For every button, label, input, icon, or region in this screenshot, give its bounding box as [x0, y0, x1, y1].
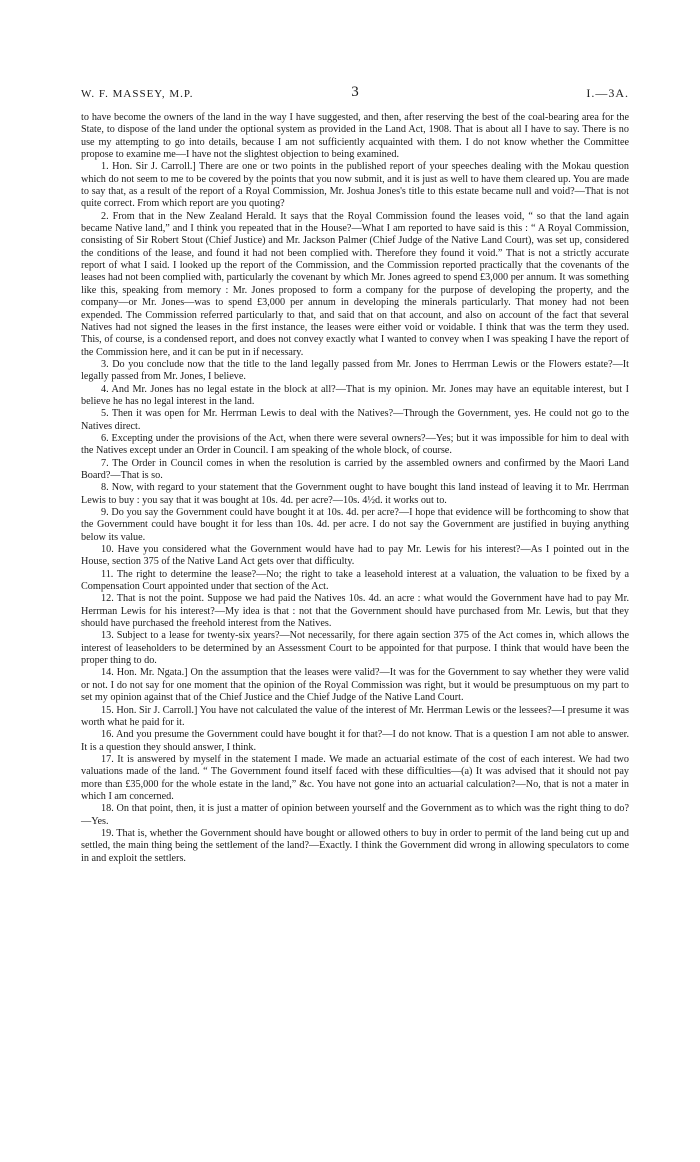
question-11: 11. The right to determine the lease?—No; the right to take a leasehold interest at a valuation, the valuation to be fixed by a Compensation Court appointed under that section of the Act. [81, 568, 629, 593]
document-body [81, 112, 629, 865]
question-7: 7. The Order in Council comes in when the resolution is carried by the assembled owners and confirmed by the Maori Land Board?—That is so. [81, 457, 629, 481]
question-3: 3. Do you conclude now that the title to the land legally passed from Mr. Jones to Herrman Lewis or the Flowers estate?—It legally passed from Mr. Jones, I believe. [81, 358, 629, 383]
question-14: 14. Hon. Mr. Ngata.] On the assumption that the leases were valid?—It was for the Government to say whether they were valid or not. I do not say for one moment that the opinion of the Royal Commission was right, but it would be presumptuous on my part to set my opinion against that of the Chief Justice and the Chief Judge of the Native Land Court. [81, 667, 629, 704]
question-2: 2. From that in the New Zealand Herald. It says that the Royal Commission found the leases void, “ so that the land again became Native land,” and I think you repeated that in the House?—What I am reported to have said is this : “ A Royal Commission, consisting of Sir Robert Stout (Chief Justice) and Mr. Jackson Palmer (Chief Judge of the Native Land Court), was set up, considered the conditions of the lease, and found it had not been complied with. Therefore they found it void.” That is not a strictly accurate report of what I said. I looked up the report of the Commission, and the Commission reported practically that the covenants of the leases had not been complied with, particularly the covenant by which Mr. Jones agreed to spend £3,000 per annum. It was something like this, speaking from memory : Mr. Jones proposed to form a company for the purpose of developing the property, and the company—or Mr. Jones—was to spend £3,000 per annum in developing the minerals particularly. That money had not been expended. The Commission referred particularly to that, and said that on that account, and also on account of the fact that several Natives had not signed the leases in the first instance, the leases were either void or voidable. I think that was the term they used. This, of course, is a condensed report, and does not convey exactly what I wanted to convey when I was speaking I have the report of the Commission here, and it can be put in if necessary. [81, 210, 629, 358]
question-10: 10. Have you considered what the Government would have had to pay Mr. Lewis for his interest?—As I pointed out in the House, section 375 of the Native Land Act gets over that difficulty. [81, 544, 629, 568]
page-number: 3 [351, 84, 359, 100]
question-12: 12. That is not the point. Suppose we had paid the Natives 10s. 4d. an acre : what would the Government have had to pay Mr. Herrman Lewis for his interest?—My idea is that : not that the Government should have purchased from Mr. Lewis, but that they should have purchased the freehold interest from the Natives. [81, 593, 629, 630]
question-15: 15. Hon. Sir J. Carroll.] You have not calculated the value of the interest of Mr. Herrman Lewis or the lessees?—I presume it was worth what he paid for it. [81, 704, 629, 728]
question-17: 17. It is answered by myself in the statement I made. We made an actuarial estimate of the cost of each interest. We had two valuations made of the land. “ The Government found itself faced with these difficulties—(a) It was advised that it should not pay more than £35,000 for the whole estate in the land,” &c. You have not gone into an actuarial calculation?—No, that is not a mater in which I am concerned. [81, 753, 629, 802]
question-4: 4. And Mr. Jones has no legal estate in the block at all?—That is my opinion. Mr. Jones may have an equitable interest, but I believe he has no legal interest in the land. [81, 383, 629, 407]
paragraph-intro: to have become the owners of the land in the way I have suggested, and then, after reserving the best of the coal-bearing area for the State, to dispose of the land under the optional system as provided in the Land Act, 1908. That is about all I have to say. There is no use my attempting to go into details, because I am not sufficiently acquainted with them. I do not know whether the Committee propose to examine me—I have not the slightest objection to being examined. [81, 112, 629, 161]
document-reference: I.—3A. [586, 86, 629, 100]
question-6: 6. Excepting under the provisions of the Act, when there were several owners?—Yes; but it was impossible for him to deal with the Natives except under an Order in Council. I am speaking of the whole block, of course. [81, 432, 629, 457]
document-page [81, 84, 629, 865]
question-1: 1. Hon. Sir J. Carroll.] There are one or two points in the published report of your speeches dealing with the Mokau question which do not seem to me to be covered by the points that you now submit, and it is just as well to have them cleared up. You are made to say that, as a result of the report of a Royal Commission, Mr. Joshua Jones's title to this estate became null and void?—That is not quite correct. From which report are you quoting? [81, 161, 629, 210]
header-author: W. F. MASSEY, M.P. [81, 88, 194, 100]
question-9: 9. Do you say the Government could have bought it at 10s. 4d. per acre?—I hope that evidence will be forthcoming to show that the Government could have bought it for less than 10s. 4d. per acre. I do not say the Government are justified in buying anything below its value. [81, 507, 629, 543]
question-19: 19. That is, whether the Government should have bought or allowed others to buy in order to permit of the land being cut up and settled, the main thing being the settlement of the land?—Exactly. I think the Government did wrong in allowing speculators to come in and exploit the settlers. [81, 827, 629, 864]
question-16: 16. And you presume the Government could have bought it for that?—I do not know. That is a question I am not able to answer. It is a question they should answer, I think. [81, 729, 629, 753]
page-header [81, 84, 629, 112]
question-13: 13. Subject to a lease for twenty-six years?—Not necessarily, for there again section 375 of the Act comes in, which allows the interest of leaseholders to be determined by an Assessment Court to be appointed for that purpose. I think that would have been the proper thing to do. [81, 630, 629, 667]
question-8: 8. Now, with regard to your statement that the Government ought to have bought this land instead of leaving it to Mr. Herrman Lewis to buy : you say that it was bought at 10s. 4d. per acre?—10s. 4½d. it works out to. [81, 482, 629, 506]
question-5: 5. Then it was open for Mr. Herrman Lewis to deal with the Natives?—Through the Government, yes. He could not go to the Natives direct. [81, 408, 629, 432]
question-18: 18. On that point, then, it is just a matter of opinion between yourself and the Government as to which was the right thing to do?—Yes. [81, 803, 629, 827]
